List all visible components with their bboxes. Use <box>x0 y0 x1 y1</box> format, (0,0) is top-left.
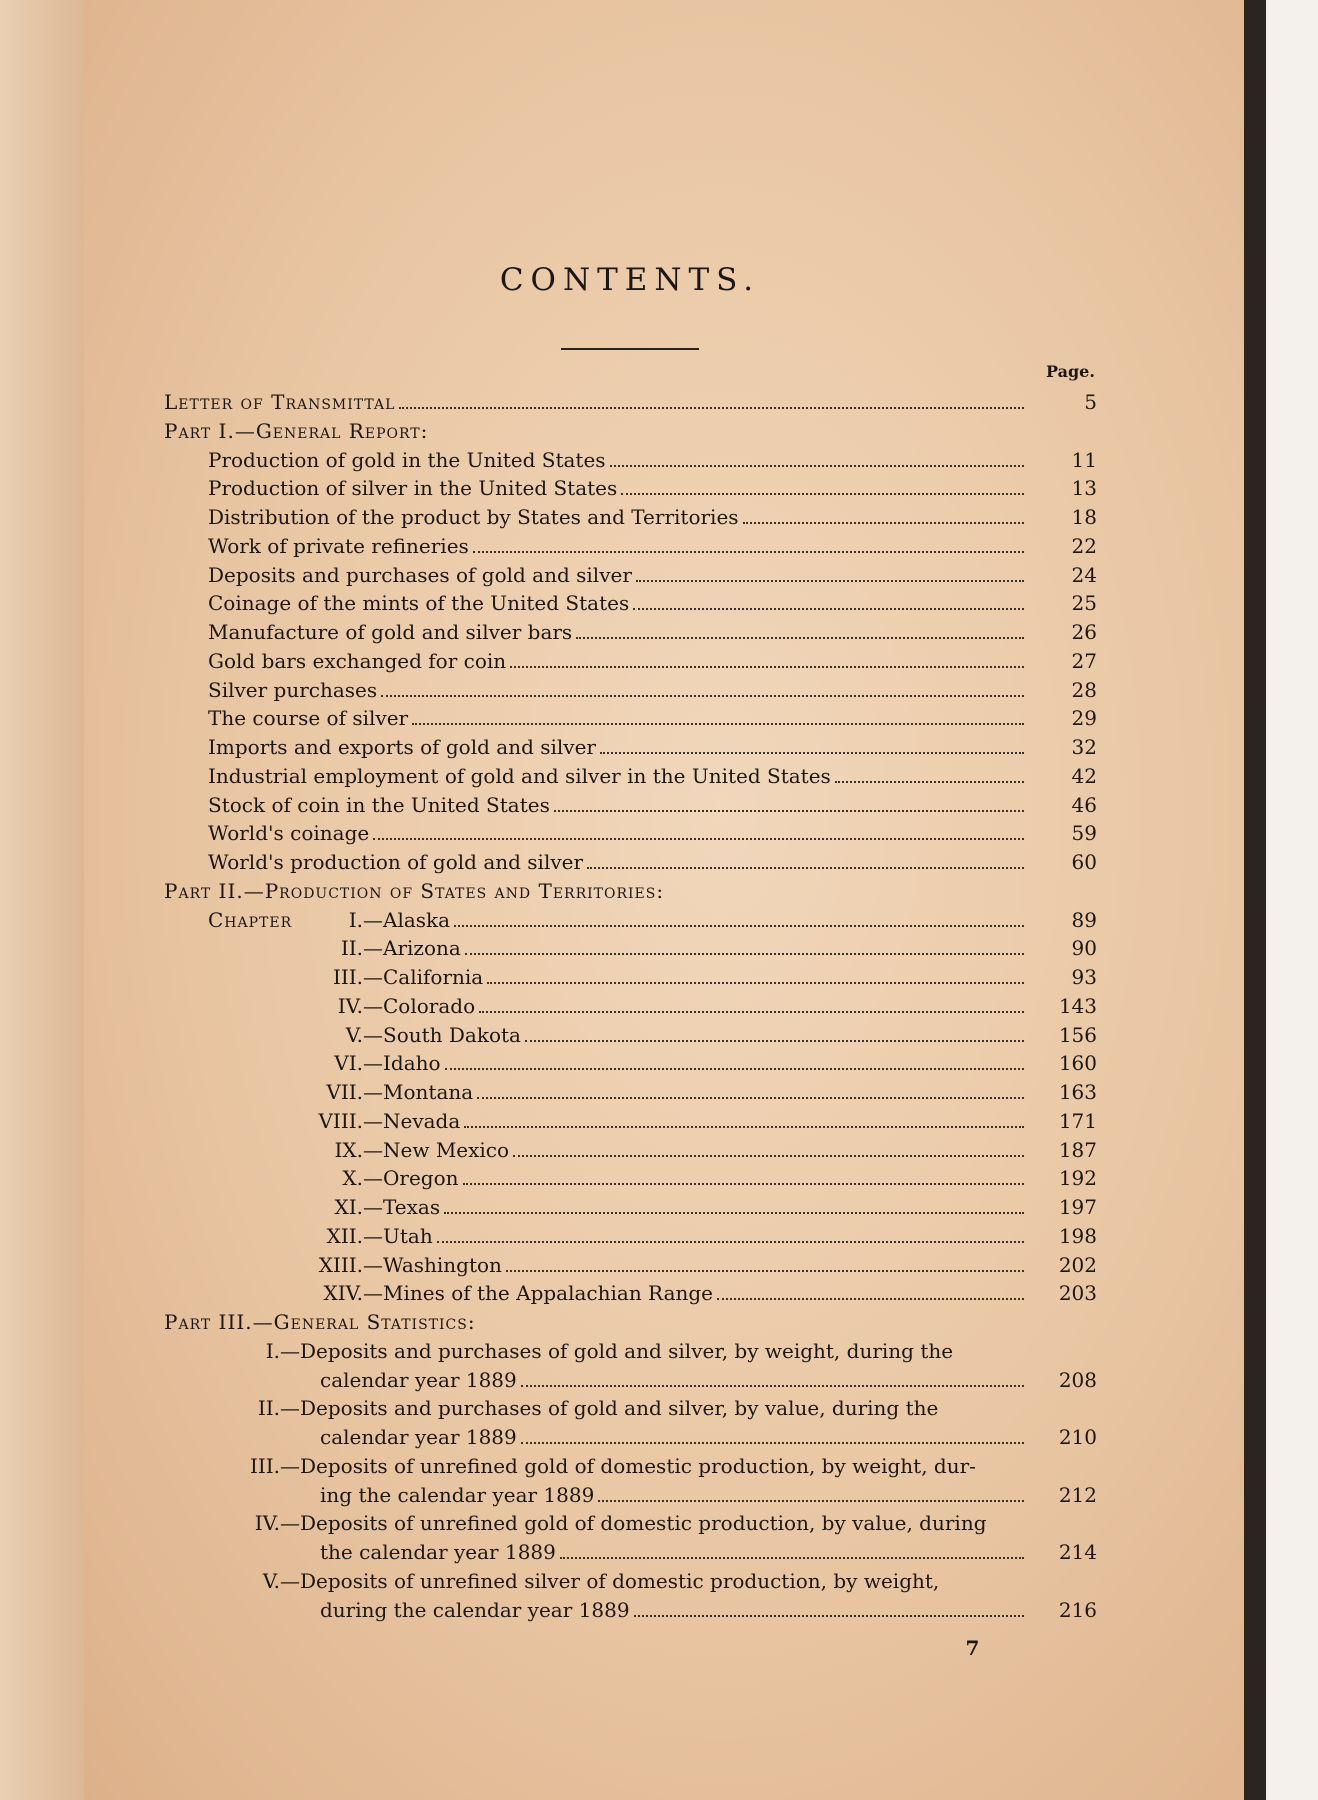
chapter-number: III. <box>332 965 363 989</box>
toc-entry <box>0 1509 1200 1538</box>
table-title: Deposits of unrefined gold of domestic production, by value, during <box>300 1511 987 1536</box>
toc-page-number: 32 <box>1071 735 1097 759</box>
toc-entry <box>0 1251 1200 1280</box>
toc-entry-title: World's coinage <box>208 821 370 846</box>
toc-entry <box>0 906 1200 935</box>
toc-page-number: 171 <box>1058 1108 1097 1133</box>
toc-page-number: 27 <box>1071 648 1097 673</box>
toc-entry-title <box>208 1136 509 1164</box>
dot-leader <box>510 666 1024 668</box>
toc-entry <box>0 704 1200 733</box>
dot-leader <box>445 1068 1024 1070</box>
dot-leader <box>636 580 1024 582</box>
toc-entry <box>0 1538 1200 1567</box>
page-number: 7 <box>965 1636 980 1660</box>
dot-leader <box>554 810 1024 812</box>
dot-leader <box>477 1097 1024 1099</box>
dot-leader <box>634 1615 1024 1617</box>
toc-entry <box>0 934 1200 963</box>
toc-entry-title: The course of silver <box>208 706 409 731</box>
toc-entry-title: Production of silver in the United States <box>208 476 618 501</box>
toc-entry-title <box>208 1049 441 1077</box>
toc-page-number: 29 <box>1071 706 1097 731</box>
dot-leader <box>506 1270 1024 1272</box>
toc-entry <box>0 992 1200 1021</box>
toc-entry-title: calendar year 1889 <box>320 1425 517 1449</box>
background-strip <box>1266 0 1318 1800</box>
toc-entry-title <box>232 1337 953 1365</box>
page-title: CONTENTS. <box>499 262 761 298</box>
dot-leader <box>587 867 1024 869</box>
chapter-title: —California <box>363 965 484 989</box>
toc-entry <box>0 733 1200 762</box>
chapter-number: II. <box>340 936 363 961</box>
toc-entry <box>0 1423 1200 1452</box>
table-title: Deposits and purchases of gold and silver, by weight, during the <box>300 1338 954 1363</box>
toc-page-number: 212 <box>1058 1482 1097 1507</box>
toc-page-number: 192 <box>1058 1166 1097 1191</box>
chapter-number: XI. <box>334 1195 363 1219</box>
toc-entry <box>0 1279 1200 1308</box>
dot-leader <box>399 407 1024 409</box>
toc-entry <box>0 1394 1200 1423</box>
dot-leader <box>598 1500 1024 1502</box>
toc-entry-title: calendar year 1889 <box>320 1367 517 1392</box>
toc-entry <box>0 532 1200 561</box>
toc-entry <box>0 1107 1200 1136</box>
chapter-title: —Idaho <box>363 1051 441 1076</box>
toc-entry-title: World's production of gold and silver <box>208 850 584 874</box>
toc-entry <box>0 1136 1200 1165</box>
chapter-number: VII. <box>326 1080 363 1104</box>
chapter-number: XII. <box>326 1223 363 1248</box>
dot-leader <box>560 1557 1024 1559</box>
dot-leader <box>479 1011 1024 1013</box>
chapter-title: —South Dakota <box>363 1022 521 1047</box>
toc-page-number: 28 <box>1071 677 1097 702</box>
toc-entry-title: the calendar year 1889 <box>320 1540 556 1564</box>
dot-leader <box>633 608 1024 610</box>
dot-leader <box>464 1126 1024 1128</box>
toc-entry-title: Industrial employment of gold and silver in the United States <box>208 763 831 788</box>
chapter-number: I. <box>348 907 363 932</box>
title-rule <box>561 348 699 350</box>
dot-leader <box>373 838 1024 840</box>
toc-entry <box>0 503 1200 532</box>
toc-entry <box>0 819 1200 848</box>
toc-entry-title <box>208 963 483 991</box>
toc-page-number: 90 <box>1071 936 1097 961</box>
chapter-title: —Mines of the Appalachian Range <box>363 1281 714 1306</box>
toc-entry <box>0 1049 1200 1078</box>
toc-entry <box>0 848 1200 877</box>
toc-entry-title <box>232 1509 987 1537</box>
toc-entry-title <box>208 934 461 962</box>
table-number: III.— <box>249 1453 300 1478</box>
toc-entry-title: during the calendar year 1889 <box>320 1597 630 1622</box>
toc-entry-title: Part II.—Production of States and Territories: <box>164 878 665 903</box>
toc-page-number: 143 <box>1058 993 1097 1018</box>
toc-entry-title <box>208 1021 521 1049</box>
chapter-number: IX. <box>334 1137 363 1162</box>
dot-leader <box>473 551 1024 553</box>
toc-entry-title <box>232 1567 939 1595</box>
chapter-number: V. <box>345 1022 363 1047</box>
toc-page-number: 5 <box>1084 390 1097 414</box>
chapter-title: —Oregon <box>363 1166 459 1191</box>
toc-page-number: 42 <box>1071 763 1097 788</box>
toc-page-number: 216 <box>1058 1597 1097 1622</box>
toc-entry <box>0 647 1200 676</box>
toc-entry <box>0 1193 1200 1222</box>
dot-leader <box>454 925 1024 927</box>
toc-entry <box>0 1164 1200 1193</box>
toc-entry-title: Deposits and purchases of gold and silver <box>208 562 632 587</box>
chapter-title: —New Mexico <box>363 1137 510 1162</box>
dot-leader <box>521 1385 1024 1387</box>
toc-page-number: 26 <box>1071 620 1097 644</box>
toc-page-number: 93 <box>1071 965 1097 989</box>
toc-entry-title: Coinage of the mints of the United States <box>208 591 630 616</box>
toc-page-number: 210 <box>1058 1425 1097 1449</box>
toc-entry <box>0 762 1200 791</box>
chapter-number: XIV. <box>323 1281 363 1306</box>
toc-page-number: 156 <box>1058 1022 1097 1047</box>
chapter-number: VI. <box>334 1051 363 1076</box>
toc-page-number: 89 <box>1071 907 1097 932</box>
toc-entry-title <box>208 1251 502 1279</box>
toc-entry-title <box>208 1222 433 1250</box>
toc-entry <box>0 474 1200 503</box>
dot-leader <box>835 781 1024 783</box>
toc-page-number: 25 <box>1071 591 1097 616</box>
toc-page-number: 202 <box>1058 1252 1097 1277</box>
toc-entry-title <box>208 1193 440 1221</box>
toc-entry <box>0 1308 1200 1337</box>
toc-entry-title <box>208 906 450 934</box>
toc-entry-title: Part III.—General Statistics: <box>164 1310 476 1334</box>
chapter-number: VIII. <box>318 1108 363 1133</box>
toc-entry <box>0 877 1200 906</box>
dot-leader <box>412 723 1024 725</box>
toc-page-number: 59 <box>1071 821 1097 846</box>
toc-entry-title: Silver purchases <box>208 677 378 702</box>
chapter-label: Chapter <box>208 907 293 932</box>
dot-leader <box>487 982 1024 984</box>
dot-leader <box>513 1155 1024 1157</box>
dot-leader <box>717 1298 1024 1300</box>
chapter-number: X. <box>342 1166 363 1191</box>
toc-entry-title: Manufacture of gold and silver bars <box>208 620 573 644</box>
dot-leader <box>621 493 1024 495</box>
chapter-title: —Texas <box>363 1195 441 1219</box>
toc-entry <box>0 676 1200 705</box>
table-number: II.— <box>257 1396 300 1421</box>
chapter-title: —Utah <box>363 1223 433 1248</box>
toc-entry-title <box>208 992 475 1020</box>
toc-entry <box>0 561 1200 590</box>
toc-entry <box>0 417 1200 446</box>
toc-entry <box>0 1596 1200 1625</box>
chapter-number: XIII. <box>318 1252 363 1277</box>
toc-page-number: 160 <box>1058 1051 1097 1076</box>
toc-entry-title <box>208 1078 473 1106</box>
toc-entry <box>0 791 1200 820</box>
toc-page-number: 208 <box>1058 1367 1097 1392</box>
toc-entry <box>0 1078 1200 1107</box>
toc-page-number: 203 <box>1058 1281 1097 1306</box>
toc-entry <box>0 618 1200 647</box>
toc-entry-title: Letter of Transmittal <box>164 390 396 414</box>
dot-leader <box>444 1212 1024 1214</box>
chapter-title: —Nevada <box>363 1108 461 1133</box>
toc-page-number: 197 <box>1058 1195 1097 1219</box>
toc-page-number: 60 <box>1071 850 1097 874</box>
toc-page-number: 11 <box>1071 447 1097 472</box>
toc-entry <box>0 1021 1200 1050</box>
toc-entry-title: ing the calendar year 1889 <box>320 1482 595 1507</box>
dot-leader <box>437 1241 1024 1243</box>
toc-entry <box>0 1481 1200 1510</box>
table-number: I.— <box>265 1338 300 1363</box>
toc-entry <box>0 1337 1200 1366</box>
toc-entry-title: Distribution of the product by States and Territories <box>208 505 739 529</box>
chapter-title: —Alaska <box>363 907 451 932</box>
toc-entry <box>0 1366 1200 1395</box>
table-of-contents <box>0 388 1200 1624</box>
toc-page-number: 22 <box>1071 533 1097 558</box>
toc-entry-title: Work of private refineries <box>208 533 469 558</box>
toc-entry-title <box>208 1279 713 1307</box>
dot-leader <box>610 465 1024 467</box>
toc-entry-title: Gold bars exchanged for coin <box>208 648 507 673</box>
dot-leader <box>576 637 1024 639</box>
dot-leader <box>521 1442 1024 1444</box>
toc-entry <box>0 1567 1200 1596</box>
toc-page-number: 24 <box>1071 562 1097 587</box>
chapter-number: IV. <box>337 993 363 1018</box>
toc-entry <box>0 1452 1200 1481</box>
dot-leader <box>381 695 1024 697</box>
table-number: V.— <box>262 1568 300 1593</box>
table-number: IV.— <box>254 1511 300 1536</box>
toc-entry-title: Stock of coin in the United States <box>208 792 550 817</box>
table-title: Deposits of unrefined gold of domestic production, by weight, dur- <box>300 1453 976 1478</box>
dot-leader <box>743 522 1024 524</box>
dot-leader <box>600 752 1024 754</box>
toc-page-number: 163 <box>1058 1080 1097 1104</box>
toc-page-number: 46 <box>1071 792 1097 817</box>
toc-page-number: 187 <box>1058 1137 1097 1162</box>
toc-entry-title: Production of gold in the United States <box>208 447 606 472</box>
toc-entry <box>0 388 1200 417</box>
toc-entry-title: Part I.—General Report: <box>164 418 429 443</box>
toc-page-number: 214 <box>1058 1540 1097 1564</box>
toc-entry-title <box>208 1164 459 1192</box>
page-column-header: Page. <box>1046 362 1095 381</box>
dot-leader <box>465 953 1024 955</box>
chapter-title: —Arizona <box>363 936 461 961</box>
toc-page-number: 18 <box>1071 505 1097 529</box>
dot-leader <box>463 1183 1024 1185</box>
table-title: Deposits of unrefined silver of domestic production, by weight, <box>300 1568 940 1593</box>
chapter-title: —Montana <box>363 1080 474 1104</box>
toc-page-number: 13 <box>1071 476 1097 501</box>
toc-entry-title <box>232 1452 976 1480</box>
table-title: Deposits and purchases of gold and silver, by value, during the <box>300 1396 939 1421</box>
toc-entry-title <box>232 1394 938 1422</box>
dot-leader <box>525 1040 1024 1042</box>
toc-entry <box>0 589 1200 618</box>
toc-entry-title <box>208 1107 460 1135</box>
toc-page-number: 198 <box>1058 1223 1097 1248</box>
chapter-title: —Colorado <box>363 993 476 1018</box>
toc-entry-title: Imports and exports of gold and silver <box>208 735 596 759</box>
toc-entry <box>0 963 1200 992</box>
toc-entry <box>0 1222 1200 1251</box>
toc-entry <box>0 446 1200 475</box>
chapter-title: —Washington <box>363 1252 502 1277</box>
